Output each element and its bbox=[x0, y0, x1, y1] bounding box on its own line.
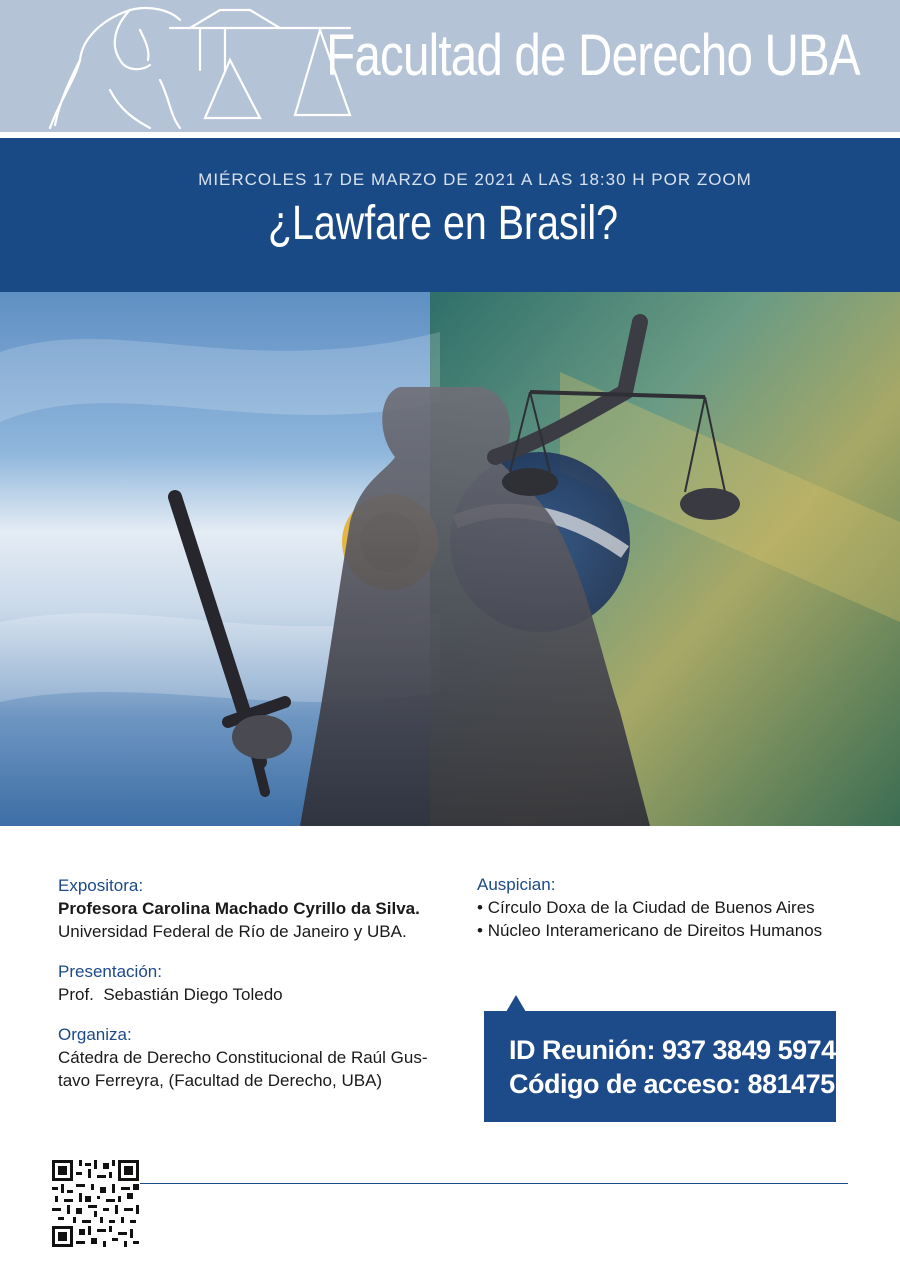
hero-image bbox=[0, 292, 900, 826]
page-title: Facultad de Derecho UBA bbox=[326, 23, 860, 88]
sponsors-label: Auspician: bbox=[477, 875, 556, 894]
sponsor-item: • Círculo Doxa de la Ciudad de Buenos Aires bbox=[477, 896, 877, 919]
speaker-label: Expositora: bbox=[58, 876, 144, 895]
speaker-block bbox=[58, 875, 458, 943]
qr-code-icon[interactable] bbox=[52, 1160, 139, 1247]
header-band bbox=[0, 0, 900, 132]
organizer-block bbox=[58, 1024, 458, 1092]
event-date: MIÉRCOLES 17 DE MARZO DE 2021 A LAS 18:30 H POR ZOOM bbox=[198, 170, 752, 189]
zoom-meeting-box bbox=[484, 1011, 836, 1122]
speaker-name: Profesora Carolina Machado Cyrillo da Silva. bbox=[58, 899, 420, 918]
justice-flags-illustration-icon bbox=[0, 292, 900, 826]
organizer-label: Organiza: bbox=[58, 1025, 132, 1044]
presentation-label: Presentación: bbox=[58, 962, 162, 981]
footer-divider bbox=[140, 1183, 848, 1184]
presentation-block bbox=[58, 961, 458, 1006]
organizer-line: Cátedra de Derecho Constitucional de Raúl Gus- bbox=[58, 1048, 428, 1067]
sponsors-block bbox=[477, 874, 877, 942]
sponsor-item: • Núcleo Interamericano de Direitos Humanos bbox=[477, 919, 877, 942]
event-title: ¿Lawfare en Brasil? bbox=[267, 197, 619, 250]
callout-pointer bbox=[506, 995, 526, 1012]
event-details-left bbox=[58, 875, 458, 1110]
meeting-access-code: Código de acceso: 881475 bbox=[509, 1069, 835, 1099]
speaker-affiliation: Universidad Federal de Río de Janeiro y UBA. bbox=[58, 922, 407, 941]
meeting-id: ID Reunión: 937 3849 5974 bbox=[509, 1035, 836, 1065]
organizer-line: tavo Ferreyra, (Facultad de Derecho, UBA) bbox=[58, 1071, 383, 1090]
presenter-name: Prof. Sebastián Diego Toledo bbox=[58, 985, 283, 1004]
